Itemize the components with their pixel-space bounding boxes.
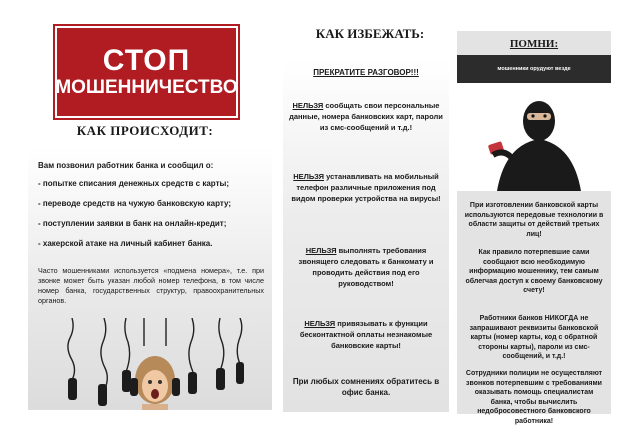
- hanging-phones-illustration: [64, 318, 246, 410]
- prohibition-keyword: НЕЛЬЗЯ: [292, 101, 324, 110]
- remember-fact: Работники банков НИКОГДА не запрашивают реквизиты банковской карты (номер карты, код с обратной стороны карты), пароли из смс-сообщений, и т.д.!: [469, 315, 599, 361]
- screaming-person: [130, 356, 180, 410]
- bullet-item: - попытке списания денежных средств с карты;: [38, 179, 229, 188]
- remember-fact: При изготовлении банковской карты используются передовые технологии в области защиты от действий третьих лиц!: [464, 202, 604, 238]
- stop-talk-text: ПРЕКРАТИТЕ РАЗГОВОР!!!: [313, 68, 419, 77]
- bullet-item: - поступлении заявки в банк на онлайн-кредит;: [38, 219, 227, 228]
- prohibition-text: выполнять требования звонящего следовать к банкомату и проводить действия под его руководством!: [298, 246, 434, 288]
- prohibition-text: сообщать свои персональные данные, номера банковских карт, пароли из смс-сообщений и т.д.!: [289, 101, 443, 132]
- masked-thief-image: [457, 83, 611, 191]
- remember-fact: Как правило потерпевшие сами сообщают всю необходимую информацию мошеннику, тем самым облегчая доступ к своему банковскому счету!: [465, 249, 603, 295]
- prohibition-block: [289, 245, 443, 289]
- prohibition-text: устанавливать на мобильный телефон различные приложения под видом проверки устройства на вирусы!: [291, 172, 441, 203]
- closing-advice: При любых сомнениях обратитесь в офис банка.: [292, 377, 440, 397]
- remember-panel: [457, 31, 611, 425]
- prohibition-keyword: НЕЛЬЗЯ: [305, 246, 337, 255]
- prohibition-keyword: НЕЛЬЗЯ: [304, 319, 336, 328]
- how-it-happens-heading: КАК ПРОИСХОДИТ:: [76, 123, 214, 138]
- number-spoofing-note: Часто мошенниками используется «подмена номера», т.е. при звонке может быть указан любой номер телефона, в том числе номер банка, государственных структур, правоохранительных органов.: [38, 266, 264, 305]
- prohibition-text: привязывать к функции бесконтактной оплаты незнакомые банковские карты!: [299, 319, 433, 350]
- how-it-happens-panel: [28, 148, 272, 410]
- bullet-item: - переводе средств на чужую банковскую карту;: [38, 199, 232, 208]
- banner-title: СТОП: [102, 44, 191, 77]
- remember-fact: Сотрудники полиции не осуществляют звонков потерпевшим с требованиями оказывать помощь специалистам банка, чтобы вычислить недобросовестного банковского работника!: [465, 370, 603, 425]
- banner-subtitle: МОШЕННИЧЕСТВО: [55, 77, 238, 98]
- how-to-avoid-heading: КАК ИЗБЕЖАТЬ:: [315, 26, 425, 41]
- prohibition-block: [289, 100, 443, 133]
- remember-heading: ПОМНИ:: [509, 38, 559, 50]
- bullet-item: - хакерской атаке на личный кабинет банка.: [38, 239, 213, 248]
- thief-illustration: [457, 55, 611, 191]
- intro-text: Вам позвонил работник банка и сообщил о:: [38, 161, 214, 170]
- how-to-avoid-panel: [283, 60, 449, 412]
- stop-fraud-banner: [55, 26, 238, 118]
- thief-banner: мошенники орудуют везде: [457, 55, 611, 83]
- prohibition-block: [289, 318, 443, 351]
- prohibition-keyword: НЕЛЬЗЯ: [293, 172, 325, 181]
- prohibition-block: [289, 171, 443, 204]
